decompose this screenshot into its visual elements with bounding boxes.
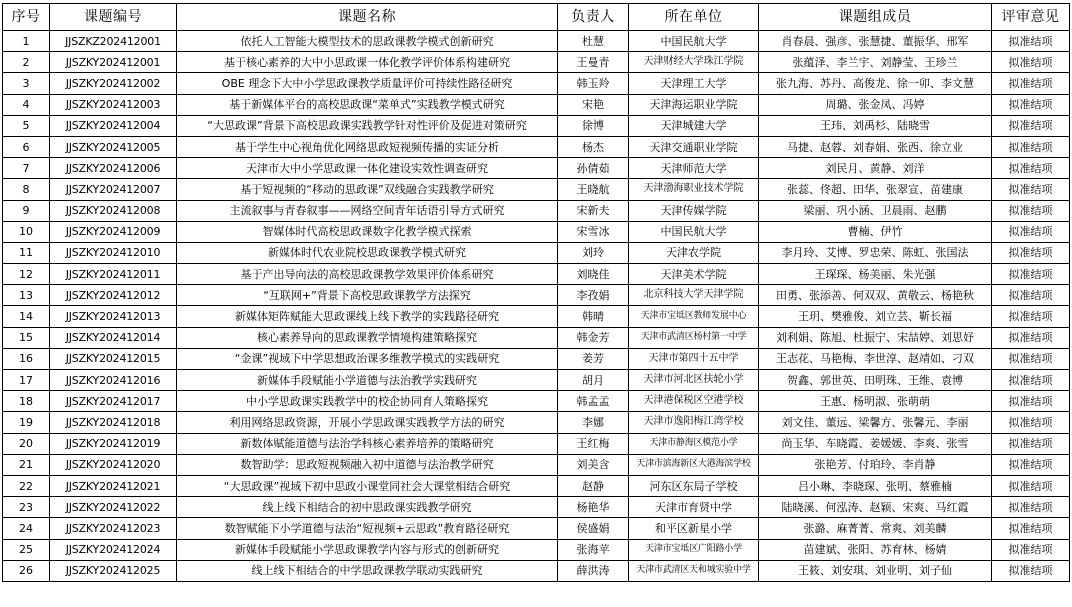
- cell-members: 张蕴泽、李兰宇、刘静莹、王珍兰: [759, 52, 992, 73]
- cell-members: 周璐、张金凤、冯婷: [759, 94, 992, 115]
- cell-leader: 胡月: [558, 370, 629, 391]
- cell-code: JJSZKY202412006: [50, 158, 177, 179]
- cell-title: 新媒体矩阵赋能大思政课线上线下教学的实践路径研究: [177, 306, 558, 327]
- cell-unit: 天津市武清区杨村第一中学: [629, 327, 759, 348]
- cell-opinion: 拟准结项: [992, 539, 1070, 560]
- cell-index: 11: [3, 242, 50, 263]
- cell-unit: 天津市滨海新区大港海滨学校: [629, 454, 759, 475]
- cell-index: 24: [3, 518, 50, 539]
- cell-opinion: 拟准结项: [992, 327, 1070, 348]
- cell-code: JJSZKY202412014: [50, 327, 177, 348]
- table-body: [3, 31, 1070, 582]
- project-table: [2, 3, 1070, 582]
- cell-index: 25: [3, 539, 50, 560]
- cell-members: 肖春晨、强彦、张慧捷、董振华、邢军: [759, 31, 992, 52]
- cell-unit: 天津财经大学珠江学院: [629, 52, 759, 73]
- table-row: [3, 31, 1070, 52]
- cell-leader: 刘晓佳: [558, 264, 629, 285]
- table-row: [3, 454, 1070, 475]
- table-row: [3, 497, 1070, 518]
- cell-members: 张艳芳、付珀玲、李肖静: [759, 454, 992, 475]
- cell-opinion: 拟准结项: [992, 306, 1070, 327]
- cell-code: JJSZKY202412004: [50, 115, 177, 136]
- cell-title: 天津市大中小学思政课一体化建设实效性调查研究: [177, 158, 558, 179]
- cell-opinion: 拟准结项: [992, 348, 1070, 369]
- cell-opinion: 拟准结项: [992, 518, 1070, 539]
- cell-members: 李月玲、艾博、罗忠荣、陈虹、张国法: [759, 242, 992, 263]
- cell-index: 20: [3, 433, 50, 454]
- header-title: 课题名称: [177, 4, 558, 31]
- cell-unit: 天津海运职业学院: [629, 94, 759, 115]
- table-row: [3, 115, 1070, 136]
- table-row: [3, 179, 1070, 200]
- cell-index: 2: [3, 52, 50, 73]
- cell-members: 吕小琳、李晓琛、张明、蔡雅楠: [759, 475, 992, 496]
- cell-unit: 天津传媒学院: [629, 200, 759, 221]
- cell-leader: 宋雪冰: [558, 221, 629, 242]
- cell-leader: 王曼青: [558, 52, 629, 73]
- cell-index: 21: [3, 454, 50, 475]
- cell-members: 刘民月、黄静、刘洋: [759, 158, 992, 179]
- cell-title: 基于新媒体平台的高校思政课“菜单式”实践教学模式研究: [177, 94, 558, 115]
- cell-code: JJSZKY202412017: [50, 391, 177, 412]
- cell-opinion: 拟准结项: [992, 94, 1070, 115]
- cell-opinion: 拟准结项: [992, 179, 1070, 200]
- cell-members: 尚玉华、车晓霞、姜媛媛、李爽、张雪: [759, 433, 992, 454]
- table-row: [3, 221, 1070, 242]
- cell-leader: 王红梅: [558, 433, 629, 454]
- cell-code: JJSZKY202412013: [50, 306, 177, 327]
- table-row: [3, 73, 1070, 94]
- cell-title: 基于产出导向法的高校思政课教学效果评价体系研究: [177, 264, 558, 285]
- cell-leader: 杨杰: [558, 136, 629, 157]
- table-row: [3, 539, 1070, 560]
- cell-code: JJSZKY202412022: [50, 497, 177, 518]
- table-row: [3, 306, 1070, 327]
- table-row: [3, 518, 1070, 539]
- cell-unit: 北京科技大学天津学院: [629, 285, 759, 306]
- cell-code: JJSZKY202412008: [50, 200, 177, 221]
- cell-leader: 姜芳: [558, 348, 629, 369]
- cell-leader: 徐博: [558, 115, 629, 136]
- cell-leader: 薛洪涛: [558, 560, 629, 581]
- cell-unit: 中国民航大学: [629, 221, 759, 242]
- cell-index: 22: [3, 475, 50, 496]
- cell-members: 王志花、马艳梅、李世淳、赵靖如、刁双: [759, 348, 992, 369]
- cell-unit: 天津市河北区扶轮小学: [629, 370, 759, 391]
- table-row: [3, 158, 1070, 179]
- cell-code: JJSZKZ202412001: [50, 31, 177, 52]
- cell-leader: 侯盛娟: [558, 518, 629, 539]
- cell-index: 19: [3, 412, 50, 433]
- cell-opinion: 拟准结项: [992, 242, 1070, 263]
- cell-title: 新数体赋能道德与法治学科核心素养培养的策略研究: [177, 433, 558, 454]
- cell-code: JJSZKY202412003: [50, 94, 177, 115]
- cell-members: 刘利娟、陈旭、杜振宁、宋喆婷、刘思妤: [759, 327, 992, 348]
- cell-title: “大思政课”背景下高校思政课实践教学针对性评价及促进对策研究: [177, 115, 558, 136]
- cell-opinion: 拟准结项: [992, 475, 1070, 496]
- cell-index: 7: [3, 158, 50, 179]
- cell-unit: 和平区新星小学: [629, 518, 759, 539]
- cell-leader: 李孜娟: [558, 285, 629, 306]
- cell-unit: 天津市宝坻区教师发展中心: [629, 306, 759, 327]
- cell-code: JJSZKY202412011: [50, 264, 177, 285]
- cell-title: 依托人工智能大模型技术的思政课教学模式创新研究: [177, 31, 558, 52]
- cell-title: 数智赋能下小学道德与法治“短视频+云思政”教育路径研究: [177, 518, 558, 539]
- cell-opinion: 拟准结项: [992, 412, 1070, 433]
- cell-opinion: 拟准结项: [992, 370, 1070, 391]
- cell-leader: 王晓航: [558, 179, 629, 200]
- cell-opinion: 拟准结项: [992, 264, 1070, 285]
- cell-unit: 天津农学院: [629, 242, 759, 263]
- cell-members: 张蕊、佟超、田华、张翠宣、苗建康: [759, 179, 992, 200]
- header-unit: 所在单位: [629, 4, 759, 31]
- cell-leader: 赵静: [558, 475, 629, 496]
- cell-index: 12: [3, 264, 50, 285]
- cell-title: OBE 理念下大中小学思政课教学质量评价可持续性路径研究: [177, 73, 558, 94]
- cell-members: 王玮、刘禹杉、陆晓雪: [759, 115, 992, 136]
- cell-index: 26: [3, 560, 50, 581]
- cell-index: 18: [3, 391, 50, 412]
- cell-opinion: 拟准结项: [992, 73, 1070, 94]
- cell-leader: 李娜: [558, 412, 629, 433]
- cell-opinion: 拟准结项: [992, 221, 1070, 242]
- cell-opinion: 拟准结项: [992, 115, 1070, 136]
- cell-members: 王玥、樊雅俊、刘立芸、靳长福: [759, 306, 992, 327]
- cell-opinion: 拟准结项: [992, 391, 1070, 412]
- table-row: [3, 412, 1070, 433]
- cell-code: JJSZKY202412002: [50, 73, 177, 94]
- cell-index: 6: [3, 136, 50, 157]
- cell-index: 5: [3, 115, 50, 136]
- cell-code: JJSZKY202412023: [50, 518, 177, 539]
- cell-index: 8: [3, 179, 50, 200]
- table-row: [3, 264, 1070, 285]
- cell-title: “大思政课”视域下初中思政小课堂同社会大课堂相结合研究: [177, 475, 558, 496]
- cell-unit: 天津交通职业学院: [629, 136, 759, 157]
- cell-opinion: 拟准结项: [992, 200, 1070, 221]
- cell-opinion: 拟准结项: [992, 158, 1070, 179]
- cell-index: 10: [3, 221, 50, 242]
- cell-unit: 天津渤海职业技术学院: [629, 179, 759, 200]
- cell-title: 新媒体时代农业院校思政课教学模式研究: [177, 242, 558, 263]
- cell-unit: 河东区东局子学校: [629, 475, 759, 496]
- cell-title: “金课”视域下中学思想政治课多维教学模式的实践研究: [177, 348, 558, 369]
- table-row: [3, 560, 1070, 581]
- cell-title: 核心素养导向的思政课教学情境构建策略探究: [177, 327, 558, 348]
- cell-code: JJSZKY202412015: [50, 348, 177, 369]
- cell-title: 线上线下相结合的中学思政课教学联动实践研究: [177, 560, 558, 581]
- cell-opinion: 拟准结项: [992, 136, 1070, 157]
- table-row: [3, 285, 1070, 306]
- header-row: [3, 4, 1070, 31]
- cell-code: JJSZKY202412021: [50, 475, 177, 496]
- cell-code: JJSZKY202412016: [50, 370, 177, 391]
- cell-unit: 天津市逸阳梅江湾学校: [629, 412, 759, 433]
- cell-index: 4: [3, 94, 50, 115]
- table-row: [3, 52, 1070, 73]
- cell-leader: 韩孟孟: [558, 391, 629, 412]
- cell-index: 1: [3, 31, 50, 52]
- cell-members: 王琛琛、杨美丽、朱光强: [759, 264, 992, 285]
- cell-index: 14: [3, 306, 50, 327]
- cell-opinion: 拟准结项: [992, 497, 1070, 518]
- cell-unit: 天津城建大学: [629, 115, 759, 136]
- cell-leader: 韩玉羚: [558, 73, 629, 94]
- table-row: [3, 370, 1070, 391]
- cell-members: 贺鑫、郭世英、田明珠、王维、袁博: [759, 370, 992, 391]
- cell-title: 新媒体手段赋能小学道德与法治教学实践研究: [177, 370, 558, 391]
- cell-code: JJSZKY202412010: [50, 242, 177, 263]
- cell-index: 17: [3, 370, 50, 391]
- table-row: [3, 433, 1070, 454]
- cell-members: 陆晓溪、何泓涛、赵颖、宋爽、马红霞: [759, 497, 992, 518]
- cell-members: 曹楠、伊竹: [759, 221, 992, 242]
- cell-members: 梁丽、巩小涵、卫晨雨、赵鹏: [759, 200, 992, 221]
- cell-leader: 孙倩茹: [558, 158, 629, 179]
- cell-title: 基于学生中心视角优化网络思政短视频传播的实证分析: [177, 136, 558, 157]
- cell-unit: 天津市武清区天和城实验中学: [629, 560, 759, 581]
- cell-leader: 刘美含: [558, 454, 629, 475]
- cell-leader: 宋新夫: [558, 200, 629, 221]
- table-row: [3, 391, 1070, 412]
- cell-unit: 天津师范大学: [629, 158, 759, 179]
- table-row: [3, 475, 1070, 496]
- cell-title: 线上线下相结合的初中思政课实践教学研究: [177, 497, 558, 518]
- cell-code: JJSZKY202412018: [50, 412, 177, 433]
- cell-title: 新媒体手段赋能小学思政课教学内容与形式的创新研究: [177, 539, 558, 560]
- cell-code: JJSZKY202412005: [50, 136, 177, 157]
- cell-title: 基于短视频的“移动的思政课”双线融合实践教学研究: [177, 179, 558, 200]
- cell-members: 田勇、张添善、何双双、黄敬云、杨艳秋: [759, 285, 992, 306]
- cell-unit: 天津市静海区模范小学: [629, 433, 759, 454]
- cell-members: 马捷、赵蓉、刘春娟、张西、徐立业: [759, 136, 992, 157]
- cell-index: 16: [3, 348, 50, 369]
- header-opinion: 评审意见: [992, 4, 1070, 31]
- cell-opinion: 拟准结项: [992, 285, 1070, 306]
- cell-title: 数智助学：思政短视频融入初中道德与法治教学研究: [177, 454, 558, 475]
- cell-code: JJSZKY202412009: [50, 221, 177, 242]
- cell-code: JJSZKY202412007: [50, 179, 177, 200]
- cell-title: 主流叙事与青春叙事——网络空间青年话语引导方式研究: [177, 200, 558, 221]
- cell-opinion: 拟准结项: [992, 454, 1070, 475]
- cell-index: 3: [3, 73, 50, 94]
- cell-code: JJSZKY202412025: [50, 560, 177, 581]
- cell-index: 9: [3, 200, 50, 221]
- cell-opinion: 拟准结项: [992, 31, 1070, 52]
- cell-title: “互联网+”背景下高校思政课教学方法探究: [177, 285, 558, 306]
- cell-title: 利用网络思政资源，开展小学思政课实践教学方法的研究: [177, 412, 558, 433]
- cell-leader: 宋艳: [558, 94, 629, 115]
- cell-members: 王筱、刘安琪、刘业明、刘子仙: [759, 560, 992, 581]
- table-row: [3, 200, 1070, 221]
- header-code: 课题编号: [50, 4, 177, 31]
- header-index: 序号: [3, 4, 50, 31]
- table-row: [3, 242, 1070, 263]
- cell-unit: 天津港保税区空港学校: [629, 391, 759, 412]
- cell-leader: 韩金芳: [558, 327, 629, 348]
- cell-opinion: 拟准结项: [992, 560, 1070, 581]
- cell-unit: 天津理工大学: [629, 73, 759, 94]
- cell-unit: 天津美术学院: [629, 264, 759, 285]
- table-row: [3, 136, 1070, 157]
- cell-opinion: 拟准结项: [992, 433, 1070, 454]
- cell-members: 张九海、苏丹、高俊龙、徐一卯、李文慧: [759, 73, 992, 94]
- cell-index: 13: [3, 285, 50, 306]
- cell-leader: 刘玲: [558, 242, 629, 263]
- table-row: [3, 94, 1070, 115]
- cell-code: JJSZKY202412001: [50, 52, 177, 73]
- cell-title: 中小学思政课实践教学中的校企协同育人策略探究: [177, 391, 558, 412]
- cell-unit: 天津市育贤中学: [629, 497, 759, 518]
- cell-unit: 天津市宝坻区广阳路小学: [629, 539, 759, 560]
- cell-code: JJSZKY202412012: [50, 285, 177, 306]
- cell-title: 智媒体时代高校思政课数字化教学模式探索: [177, 221, 558, 242]
- cell-index: 15: [3, 327, 50, 348]
- cell-unit: 天津市第四十五中学: [629, 348, 759, 369]
- cell-code: JJSZKY202412019: [50, 433, 177, 454]
- cell-leader: 杨艳华: [558, 497, 629, 518]
- cell-unit: 中国民航大学: [629, 31, 759, 52]
- cell-members: 王惠、杨明淑、张萌萌: [759, 391, 992, 412]
- cell-members: 苗建斌、张阳、苏育林、杨婧: [759, 539, 992, 560]
- cell-leader: 杜慧: [558, 31, 629, 52]
- cell-title: 基于核心素养的大中小思政课一体化教学评价体系构建研究: [177, 52, 558, 73]
- cell-members: 张潞、麻菁菁、常爽、刘美麟: [759, 518, 992, 539]
- table-row: [3, 327, 1070, 348]
- cell-members: 刘文佳、董远、梁馨方、张馨元、李丽: [759, 412, 992, 433]
- cell-opinion: 拟准结项: [992, 52, 1070, 73]
- header-leader: 负责人: [558, 4, 629, 31]
- header-members: 课题组成员: [759, 4, 992, 31]
- table-row: [3, 348, 1070, 369]
- cell-leader: 韩晴: [558, 306, 629, 327]
- cell-index: 23: [3, 497, 50, 518]
- cell-leader: 张海苹: [558, 539, 629, 560]
- cell-code: JJSZKY202412020: [50, 454, 177, 475]
- cell-code: JJSZKY202412024: [50, 539, 177, 560]
